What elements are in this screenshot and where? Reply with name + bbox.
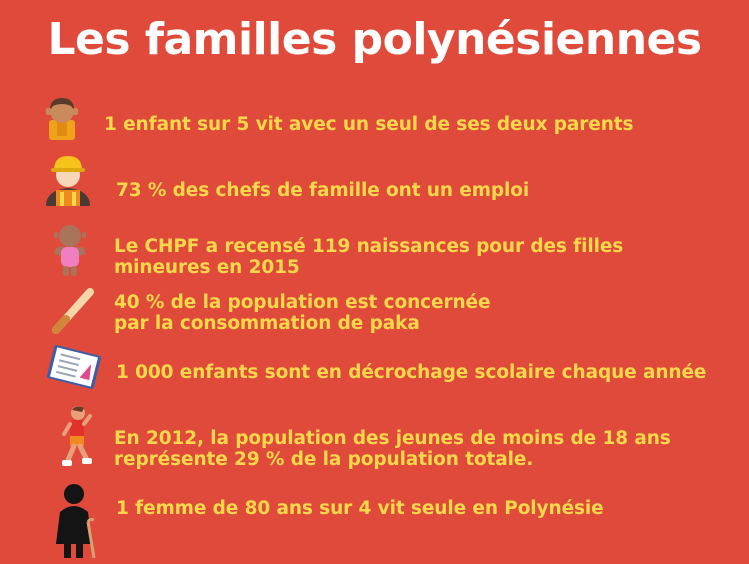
paka-joint-icon <box>50 286 96 336</box>
fact-row <box>0 222 749 282</box>
fact-row <box>0 150 749 210</box>
running-child-icon <box>58 404 94 472</box>
page-title: Les familles polynésiennes <box>47 14 702 65</box>
fact-row <box>0 404 749 470</box>
fact-text: En 2012, la population des jeunes de moins de 18 ans représente 29 % de la population totale. <box>114 428 671 470</box>
elderly-woman-icon <box>54 482 100 560</box>
fact-row <box>0 340 749 400</box>
worker-icon <box>44 154 92 206</box>
fact-text: 40 % de la population est concernée par la consommation de paka <box>114 292 491 334</box>
notebook-icon <box>44 342 104 392</box>
fact-text: 1 enfant sur 5 vit avec un seul de ses deux parents <box>104 114 634 135</box>
child-icon <box>42 96 82 140</box>
fact-text: 73 % des chefs de famille ont un emploi <box>116 180 530 201</box>
fact-row <box>0 96 749 156</box>
fact-row <box>0 284 749 344</box>
fact-text: 1 femme de 80 ans sur 4 vit seule en Polynésie <box>116 498 604 519</box>
fact-text: 1 000 enfants sont en décrochage scolaire chaque année <box>116 362 707 383</box>
fact-text: Le CHPF a recensé 119 naissances pour des filles mineures en 2015 <box>114 236 624 278</box>
fact-row <box>0 480 749 540</box>
baby-icon <box>50 222 90 278</box>
